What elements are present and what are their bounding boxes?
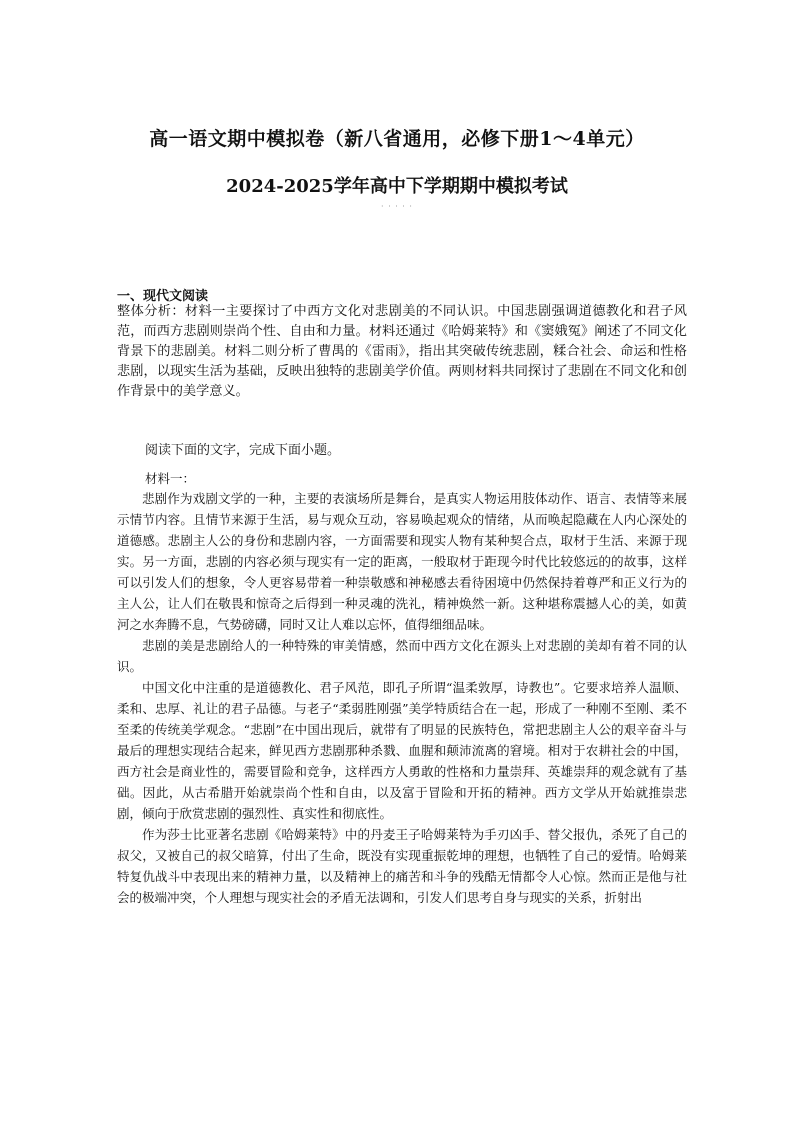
exam-title: 高一语文期中模拟卷（新八省通用，必修下册1～4单元） xyxy=(149,128,645,150)
reading-instruction: 阅读下面的文字，完成下面小题。 xyxy=(145,443,341,458)
material-label: 材料一： xyxy=(145,471,196,486)
section-heading: 一、现代文阅读 xyxy=(117,289,209,304)
paragraph: 中国文化中注重的是道德教化、君子风范，即孔子所谓“温柔敦厚，诗教也”。它要求培养人温顺、柔和、忠厚、礼让的君子品德。与老子“柔弱胜刚强”美学特质结合在一起，形成了一种刚不至刚、柔不至柔的传统美学观念。“悲剧”在中国出现后，就带有了明显的民族特色，常把悲剧主人公的艰辛奋斗与最后的理想实现结合起来，鲜见西方悲剧那种杀戮、血腥和颠沛流离的窘境。相对于农耕社会的中国，西方社会是商业性的，需要冒险和竞争，这样西方人勇敢的性格和力量崇拜、英雄崇拜的观念就有了基础。因此，从古希腊开始就崇尚个性和自由，以及富于冒险和开拓的精神。西方文学从开始就推崇悲剧，倾向于欣赏悲剧的强烈性、真实性和彻底性。 xyxy=(117,680,687,821)
overall-analysis: 整体分析：材料一主要探讨了中西方文化对悲剧美的不同认识。中国悲剧强调道德教化和君子风范，而西方悲剧则崇尚个性、自由和力量。材料还通过《哈姆莱特》和《窦娥冤》阐述了不同文化背景下的悲剧美。材料二则分析了曹禺的《雷雨》，指出其突破传统悲剧，糅合社会、命运和性格悲剧，以现实生活为基础，反映出独特的悲剧美学价值。两则材料共同探讨了悲剧在不同文化和创作背景中的美学意义。 xyxy=(117,304,687,399)
paragraph: 悲剧的美是悲剧给人的一种特殊的审美情感，然而中西方文化在源头上对悲剧的美却有着不同的认识。 xyxy=(117,638,687,674)
decorative-dots: · · · · · xyxy=(381,202,413,211)
paragraph: 悲剧作为戏剧文学的一种，主要的表演场所是舞台，是真实人物运用肢体动作、语言、表情等来展示情节内容。且情节来源于生活，易与观众互动，容易唤起观众的情绪，从而唤起隐藏在人内心深处的道德感。悲剧主人公的身份和悲剧内容，一方面需要和现实人物有某种契合点，取材于生活、来源于现实。另一方面，悲剧的内容必须与现实有一定的距离，一般取材于距现今时代比较悠远的的故事，这样可以引发人们的想象，令人更容易带着一种崇敬感和神秘感去看待困境中仍然保持着尊严和正义行为的主人公，让人们在敬畏和惊奇之后得到一种灵魂的洗礼，精神焕然一新。这种堪称震撼人心的美，如黄河之水奔腾不息，气势磅礴，同时又让人难以忘怀，值得细细品味。 xyxy=(117,491,687,632)
material-one-text xyxy=(117,488,687,908)
exam-subtitle: 2024-2025学年高中下学期期中模拟考试 xyxy=(226,176,568,197)
paragraph: 作为莎士比亚著名悲剧《哈姆莱特》中的丹麦王子哈姆莱特为手刃凶手、替父报仇，杀死了自己的叔父，又被自己的叔父暗算，付出了生命，既没有实现重振乾坤的理想，也牺牲了自己的爱情。哈姆莱特复仇战斗中表现出来的精神力量，以及精神上的痛苦和斗争的残酷无情都令人心惊。然而正是他与社会的极端冲突，个人理想与现实社会的矛盾无法调和，引发人们思考自身与现实的关系，折射出 xyxy=(117,827,687,905)
